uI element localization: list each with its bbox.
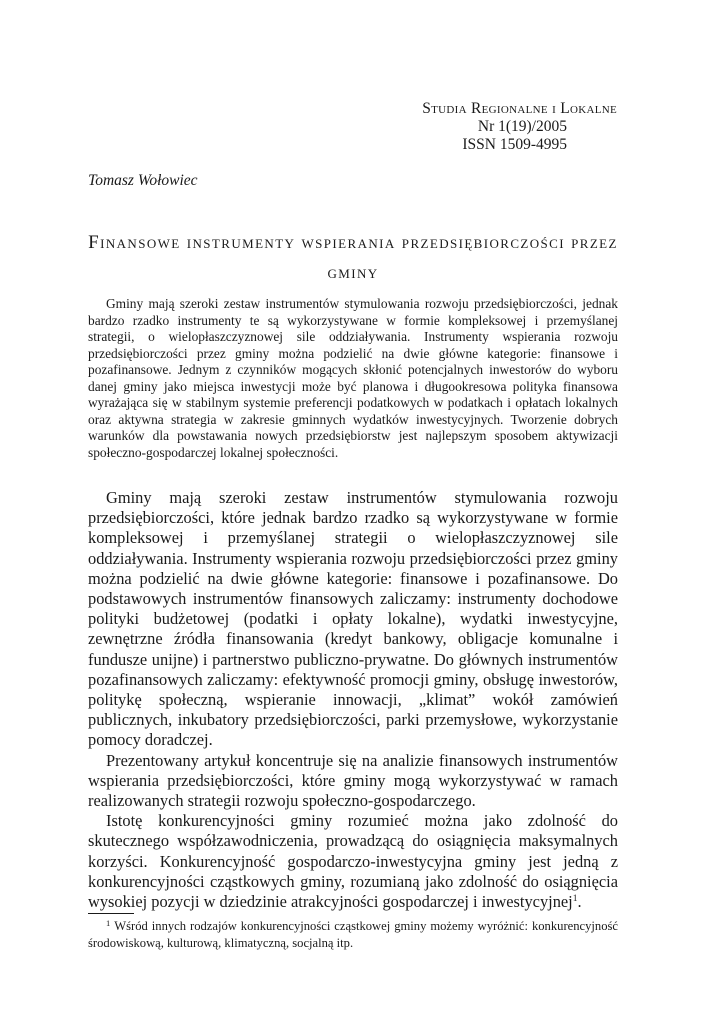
article-body (88, 488, 618, 912)
article-title: Finansowe instrumenty wspierania przedsiębiorczości przez gminy (88, 232, 618, 283)
author-name: Tomasz Wołowiec (88, 172, 198, 189)
body-paragraph: Istotę konkurencyjności gminy rozumieć można jako zdolność do skutecznego współzawodniczenia, prowadzącą do osiągnięcia maksymalnych korzyści. Konkurencyjność gospodarczo-inwestycyjna gminy jest jedną z konkurencyjności cząstkowych gminy, rozumianą jako zdolność do osiągnięcia wysokiej pozycji w dziedzinie atrakcyjności gospodarczej i inwestycyjnej$^1$. (88, 811, 618, 912)
journal-issn: ISSN 1509-4995 (462, 136, 567, 153)
body-paragraph: Gminy mają szeroki zestaw instrumentów stymulowania rozwoju przedsiębiorczości, które jednak bardzo rzadko są wykorzystywane w formie kompleksowej i przemyślanej strategii o wielopłaszczyznowej sile oddziaływania. Instrumenty wspierania rozwoju przedsiębiorczości przez gminy można podzielić na dwie główne kategorie: finansowe i pozafinansowe. Do podstawowych instrumentów finansowych zaliczamy: instrumenty dochodowe polityki budżetowej (podatki i opłaty lokalne), wydatki inwestycyjne, zewnętrzne źródła finansowania (kredyt bankowy, obligacje komunalne i fundusze unijne) i partnerstwo publiczno-prywatne. Do głównych instrumentów pozafinansowych zaliczamy: efektywność promocji gminy, obsługę inwestorów, politykę społeczną, wspieranie innowacji, „klimat” wokół zamówień publicznych, inkubatory przedsiębiorczości, parki przemysłowe, wykorzystanie pomocy doradczej. (88, 488, 618, 750)
journal-header (422, 100, 617, 154)
footnote (88, 918, 618, 951)
abstract: Gminy mają szeroki zestaw instrumentów stymulowania rozwoju przedsiębiorczości, jednak bardzo rzadko instrumenty te są wykorzystywane w formie kompleksowej i przemyślanej strategii, o wielopłaszczyznowej sile oddziaływania. Instrumenty wspierania rozwoju przedsiębiorczości przez gminy można podzielić na dwie główne kategorie: finansowe i pozafinansowe. Jednym z czynników mogących skłonić potencjalnych inwestorów do wyboru danej gminy jako miejsca inwestycji może być planowa i długookresowa polityka finansowa wyrażająca się w stabilnym systemie preferencji podatkowych w podatkach i opłatach lokalnych oraz aktywna strategia w zakresie gminnych wydatków inwestycyjnych. Tworzenie dobrych warunków dla powstawania nowych przedsiębiorstw jest najlepszym sposobem aktywizacji społeczno-gospodarczej lokalnej społeczności. (88, 296, 618, 460)
body-paragraph-text: Istotę konkurencyjności gminy rozumieć można jako zdolność do skutecznego współzawodniczenia, prowadzącą do osiągnięcia maksymalnych korzyści. Konkurencyjność gospodarczo-inwestycyjna gminy jest jedną z konkurencyjności cząstkowych gminy, rozumianą jako zdolność do osiągnięcia wysokiej pozycji w dziedzinie atrakcyjności gospodarczej i inwestycyjnej (88, 811, 618, 912)
body-paragraph: Prezentowany artykuł koncentruje się na analizie finansowych instrumentów wspierania przedsiębiorczości, które gminy mogą wykorzystywać w ramach realizowanych strategii rozwoju społeczno-gospodarczego. (88, 750, 618, 811)
journal-series: Studia Regionalne i Lokalne (422, 100, 617, 117)
footnote-separator (88, 913, 134, 914)
footnote-number: 1 (106, 918, 111, 928)
journal-issue: Nr 1(19)/2005 (477, 118, 567, 135)
footnote-reference[interactable]: 1 (572, 894, 578, 905)
footnote-text: Wśród innych rodzajów konkurencyjności cząstkowej gminy możemy wyróżnić: konkurencyjność środowiskową, kulturową, klimatyczną, socjalną itp. (88, 919, 618, 950)
